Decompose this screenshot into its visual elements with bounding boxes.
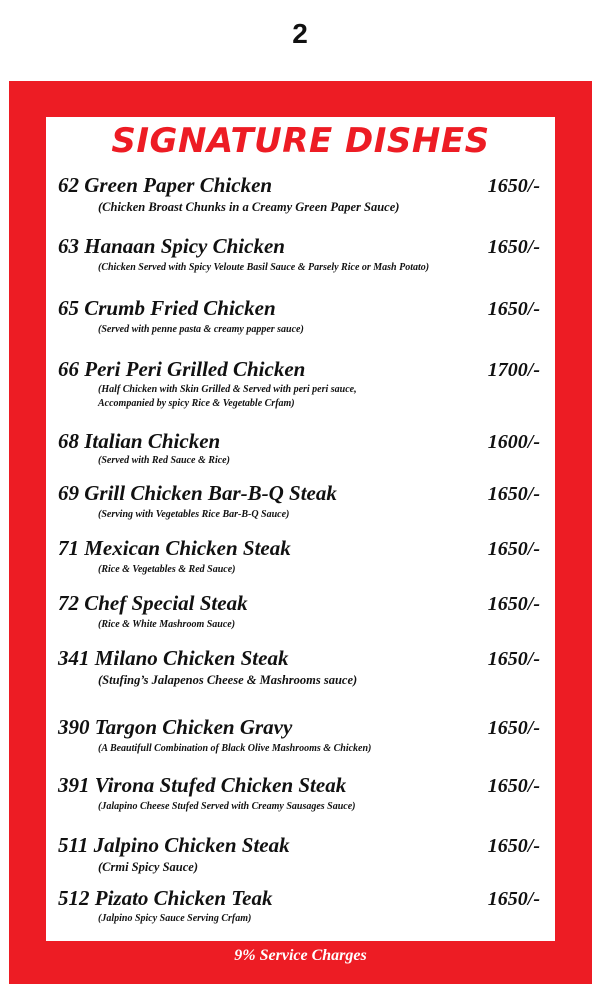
dish-price: 1650/- — [487, 483, 540, 505]
dish-price: 1650/- — [487, 835, 540, 857]
dish-description: (Stufing’s Jalapenos Cheese & Mashrooms sauce) — [98, 673, 358, 687]
dish-name: 63 Hanaan Spicy Chicken — [58, 234, 285, 258]
dish-description: (Chicken Broast Chunks in a Creamy Green Paper Sauce) — [98, 200, 400, 214]
dish-name: 391 Virona Stufed Chicken Steak — [58, 773, 347, 797]
dish-price: 1600/- — [487, 431, 540, 453]
dish-description: (Crmi Spicy Sauce) — [98, 860, 198, 874]
dish-name: 66 Peri Peri Grilled Chicken — [58, 357, 306, 381]
dish-name: 69 Grill Chicken Bar-B-Q Steak — [58, 481, 337, 505]
dish-description-line: (Half Chicken with Skin Grilled & Served with peri peri sauce, — [98, 384, 357, 395]
dish-description: (A Beautifull Combination of Black Olive Mashrooms & Chicken) — [98, 743, 372, 754]
dish-price: 1650/- — [487, 538, 540, 560]
dish-description: (Jalpino Spicy Sauce Serving Crfam) — [98, 913, 252, 924]
dish-description: (Rice & White Mashroom Sauce) — [98, 619, 236, 630]
dish-description: (Rice & Vegetables & Red Sauce) — [98, 564, 236, 575]
dish-description: (Jalapino Cheese Stufed Served with Creamy Sausages Sauce) — [98, 801, 356, 812]
menu-frame — [9, 81, 592, 984]
dish-description: (Serving with Vegetables Rice Bar-B-Q Sauce) — [98, 509, 290, 520]
dish-price: 1650/- — [487, 888, 540, 910]
dish-price: 1650/- — [487, 175, 540, 197]
dish-price: 1650/- — [487, 717, 540, 739]
dish-description-line: Accompanied by spicy Rice & Vegetable Crfam) — [98, 398, 295, 409]
dish-name: 72 Chef Special Steak — [58, 591, 248, 615]
dish-name: 65 Crumb Fried Chicken — [58, 296, 276, 320]
dish-price: 1650/- — [487, 775, 540, 797]
dish-description: (Served with penne pasta & creamy papper sauce) — [98, 324, 304, 335]
dish-price: 1700/- — [487, 359, 540, 381]
dish-price: 1650/- — [487, 236, 540, 258]
dish-name: 62 Green Paper Chicken — [58, 173, 273, 197]
dish-description: (Chicken Served with Spicy Veloute Basil Sauce & Parsely Rice or Mash Potato) — [98, 262, 430, 273]
dish-name: 341 Milano Chicken Steak — [58, 646, 289, 670]
dish-name: 512 Pizato Chicken Teak — [58, 886, 273, 910]
menu-title: SIGNATURE DISHES — [111, 121, 490, 161]
dish-name: 71 Mexican Chicken Steak — [58, 536, 291, 560]
dish-price: 1650/- — [487, 648, 540, 670]
page-number: 2 — [292, 18, 308, 49]
menu-panel — [46, 117, 555, 941]
dish-name: 68 Italian Chicken — [58, 429, 221, 453]
dish-name: 511 Jalpino Chicken Steak — [58, 833, 290, 857]
dish-price: 1650/- — [487, 593, 540, 615]
dish-name: 390 Targon Chicken Gravy — [58, 715, 293, 739]
dish-price: 1650/- — [487, 298, 540, 320]
dish-description — [98, 383, 498, 411]
service-charges-note: 9% Service Charges — [234, 947, 367, 964]
dish-description: (Served with Red Sauce & Rice) — [98, 455, 230, 466]
